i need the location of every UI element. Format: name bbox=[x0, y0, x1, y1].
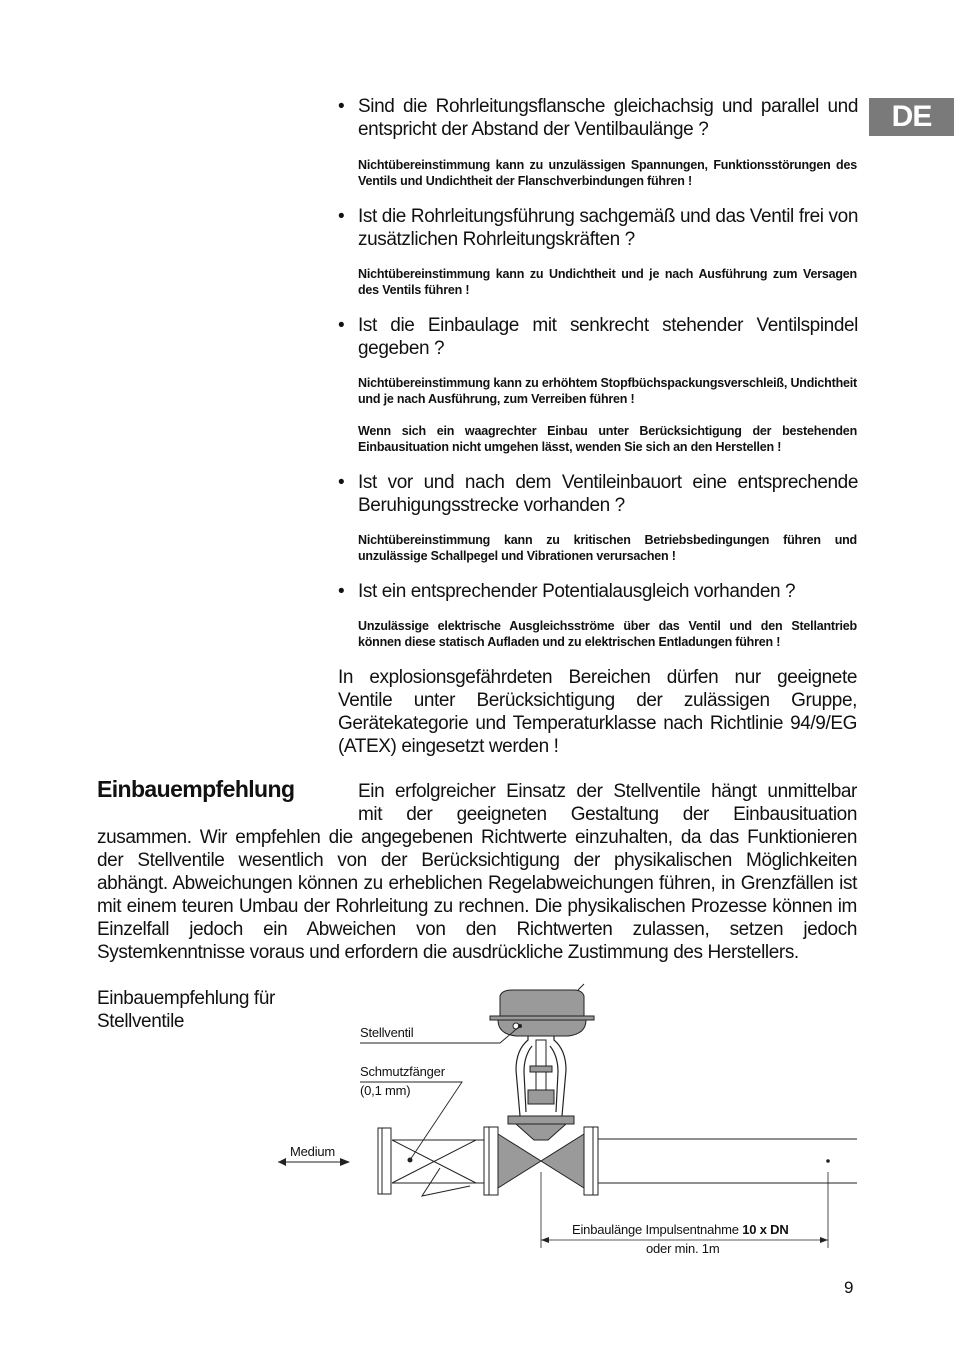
checklist-note: Nichtübereinstimmung kann zu kritischen Betriebsbedingungen führen und unzulässige Schallpegel und Vibrationen verursachen ! bbox=[358, 533, 857, 563]
valve-neck bbox=[516, 1124, 566, 1140]
label-stellventil: Stellventil bbox=[360, 1025, 414, 1040]
language-tab: DE bbox=[869, 98, 954, 136]
actuator-upper bbox=[500, 990, 584, 1016]
strainer-pocket bbox=[422, 1168, 470, 1196]
page-number: 9 bbox=[844, 1278, 854, 1297]
bullet: • bbox=[338, 315, 345, 336]
label-einbaulaenge-prefix: Einbaulänge Impulsentnahme bbox=[572, 1222, 743, 1237]
checklist-question: Sind die Rohrleitungsflansche gleichachsig und parallel und entspricht der Abstand der Ventilbaulänge ? bbox=[358, 96, 858, 140]
valve-body-left bbox=[498, 1134, 541, 1188]
section-first-line-2: mit der geeigneten Gestaltung der Einbausituation bbox=[358, 804, 857, 825]
bullet: • bbox=[338, 472, 345, 493]
label-oder-min: oder min. 1m bbox=[646, 1241, 720, 1256]
leader-strainer-dot bbox=[408, 1158, 413, 1163]
checklist-note: Nichtübereinstimmung kann zu unzulässigen Spannungen, Funktionsstörungen des Ventils und Undichtheit der Flanschverbindungen führen ! bbox=[358, 158, 857, 188]
checklist-question: Ist ein entsprechender Potentialausgleich vorhanden ? bbox=[358, 581, 796, 602]
section-first-line-1: Ein erfolgreicher Einsatz der Stellventile hängt unmittelbar bbox=[358, 781, 857, 802]
atex-paragraph: In explosionsgefährdeten Bereichen dürfen nur geeignete Ventile unter Berücksichtigung der zulässigen Gruppe, Gerätekategorie und Temperaturklasse nach Richtlinie 94/9/EG (ATEX) eingesetzt werden ! bbox=[338, 667, 857, 757]
valve-body-right bbox=[541, 1134, 584, 1188]
checklist-note: Nichtübereinstimmung kann zu Undichtheit und je nach Ausführung zum Versagen des Ventils führen ! bbox=[358, 267, 857, 297]
flange-valve-outlet bbox=[584, 1127, 598, 1195]
checklist-question: Ist die Einbaulage mit senkrecht stehender Ventilspindel gegeben ? bbox=[358, 315, 858, 359]
label-medium: Medium bbox=[290, 1144, 336, 1159]
checklist-note: Nichtübereinstimmung kann zu erhöhtem Stopfbüchspackungsverschleiß, Undichtheit und je nach Ausführung, zum Verreiben führen ! bbox=[358, 376, 857, 406]
checklist-note: Unzulässige elektrische Ausgleichsströme über das Ventil und den Stellantrieb können diese statisch Aufladen und zu elektrischen Entladungen führen ! bbox=[358, 619, 857, 649]
flange-valve-inlet bbox=[484, 1127, 498, 1195]
valve-stem bbox=[536, 1040, 546, 1090]
bullet: • bbox=[338, 206, 345, 227]
section-body: zusammen. Wir empfehlen die angegebenen Richtwerte einzuhalten, da das Funktionieren der Stellventile wesentlich von der Berücksichtigung der physikalischen Möglichkeiten abhängt. Abweichungen können zu erheblichen Regelabweichungen führen, in Grenzfällen ist mit einem teuren Umbau der Rohrleitung zu rechnen. Die physikalischen Prozesse können im Einzelfall jedoch ein Abweichen von den Richtwerten zulassen, setzen jedoch Systemkenntnisse voraus und erfordern die ausdrückliche Zustimmung des Herstellers. bbox=[97, 827, 857, 963]
figure-caption-line1: Einbauempfehlung für bbox=[97, 988, 275, 1009]
checklist-note: Wenn sich ein waagrechter Einbau unter Berücksichtigung der bestehenden Einbausituation nicht umgehen lässt, wenden Sie sich an den Herstellen ! bbox=[358, 424, 857, 454]
label-schmutzfaenger-size: (0,1 mm) bbox=[360, 1083, 411, 1098]
label-einbaulaenge bbox=[572, 1222, 789, 1238]
stem-coupling bbox=[530, 1066, 552, 1072]
valve-bonnet-flange bbox=[508, 1116, 574, 1124]
actuator-flange bbox=[490, 1016, 594, 1020]
figure-caption-line2: Stellventile bbox=[97, 1011, 185, 1032]
impulse-point bbox=[826, 1159, 830, 1163]
section-heading: Einbauempfehlung bbox=[97, 776, 295, 802]
bullet: • bbox=[338, 581, 345, 602]
bullet: • bbox=[338, 96, 345, 117]
packing-gland bbox=[528, 1090, 554, 1104]
flange-left bbox=[378, 1128, 391, 1194]
checklist-question: Ist die Rohrleitungsführung sachgemäß und das Ventil frei von zusätzlichen Rohrleitungskräften ? bbox=[358, 206, 858, 250]
label-schmutzfaenger: Schmutzfänger bbox=[360, 1064, 445, 1079]
medium-arrow-head bbox=[340, 1158, 350, 1166]
checklist-question: Ist vor und nach dem Ventileinbauort eine entsprechende Beruhigungsstrecke vorhanden ? bbox=[358, 472, 858, 516]
label-einbaulaenge-bold: 10 x DN bbox=[742, 1222, 789, 1237]
